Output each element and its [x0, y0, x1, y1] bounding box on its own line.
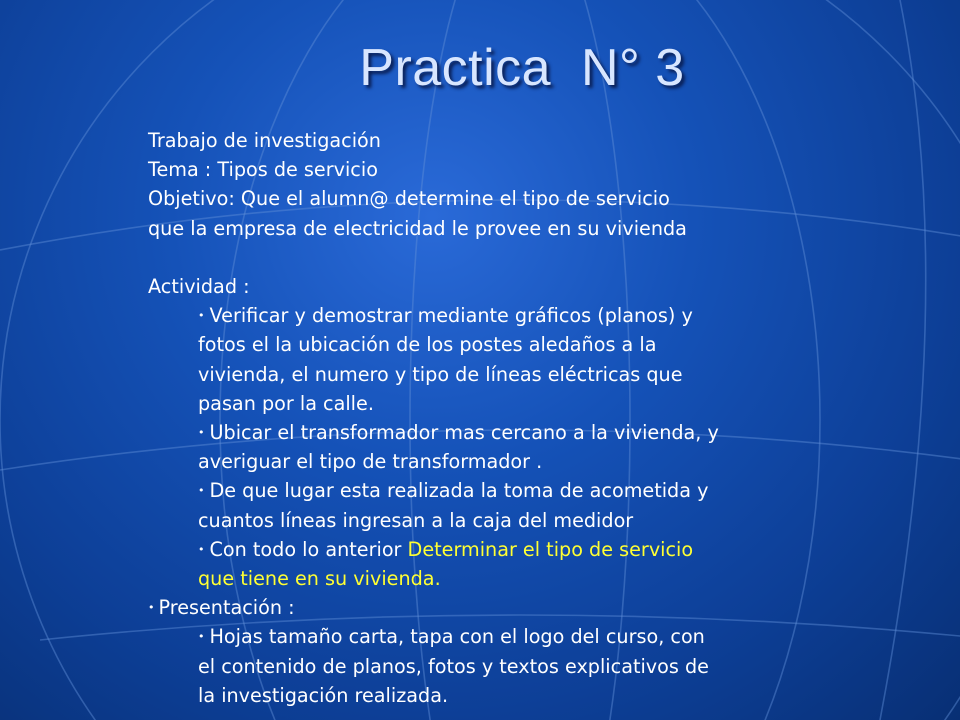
- bullet-icon: •: [148, 601, 155, 615]
- presentacion-heading: [148, 593, 868, 622]
- item-line: pasan por la calle.: [198, 391, 374, 415]
- highlighted-text: Determinar el tipo de servicio: [407, 537, 694, 561]
- item-line: fotos el la ubicación de los postes aledaños a la: [198, 333, 657, 357]
- slide-title: Practica N° 3: [359, 39, 685, 97]
- item-line: el contenido de planos, fotos y textos explicativos de: [198, 654, 709, 678]
- presentacion-label: Presentación :: [158, 596, 295, 620]
- actividad-item: [198, 418, 868, 476]
- blank-line: [148, 243, 868, 272]
- item-line: la investigación realizada.: [198, 683, 449, 707]
- item-line: Hojas tamaño carta, tapa con el logo del curso, con: [209, 625, 705, 649]
- bullet-icon: •: [198, 630, 205, 644]
- item-line: Con todo lo anterior: [209, 537, 408, 561]
- item-line: De que lugar esta realizada la toma de acometida y: [209, 479, 709, 503]
- item-line: cuantos líneas ingresan a la caja del medidor: [198, 508, 634, 532]
- actividad-heading: Actividad :: [148, 275, 250, 298]
- item-line: Verificar y demostrar mediante gráficos (planos) y: [209, 304, 693, 328]
- actividad-item: [198, 301, 868, 418]
- actividad-item: [198, 535, 868, 593]
- presentacion-item: [198, 622, 868, 710]
- slide-body: [148, 126, 868, 710]
- highlighted-text: que tiene en su vivienda.: [198, 567, 441, 591]
- bullet-icon: •: [198, 484, 205, 498]
- bullet-icon: •: [198, 426, 205, 440]
- item-line: Ubicar el transformador mas cercano a la vivienda, y: [209, 421, 719, 445]
- intro-line: Tema : Tipos de servicio: [148, 158, 378, 182]
- intro-line: Trabajo de investigación: [148, 129, 381, 152]
- bullet-icon: •: [198, 309, 205, 323]
- bullet-icon: •: [198, 542, 205, 556]
- actividad-item: [198, 476, 868, 534]
- intro-line: que la empresa de electricidad le provee en su vivienda: [148, 216, 687, 240]
- item-line: vivienda, el numero y tipo de líneas eléctricas que: [198, 362, 683, 386]
- item-line: averiguar el tipo de transformador .: [198, 450, 543, 474]
- intro-line: Objetivo: Que el alumn@ determine el tipo de servicio: [148, 187, 670, 211]
